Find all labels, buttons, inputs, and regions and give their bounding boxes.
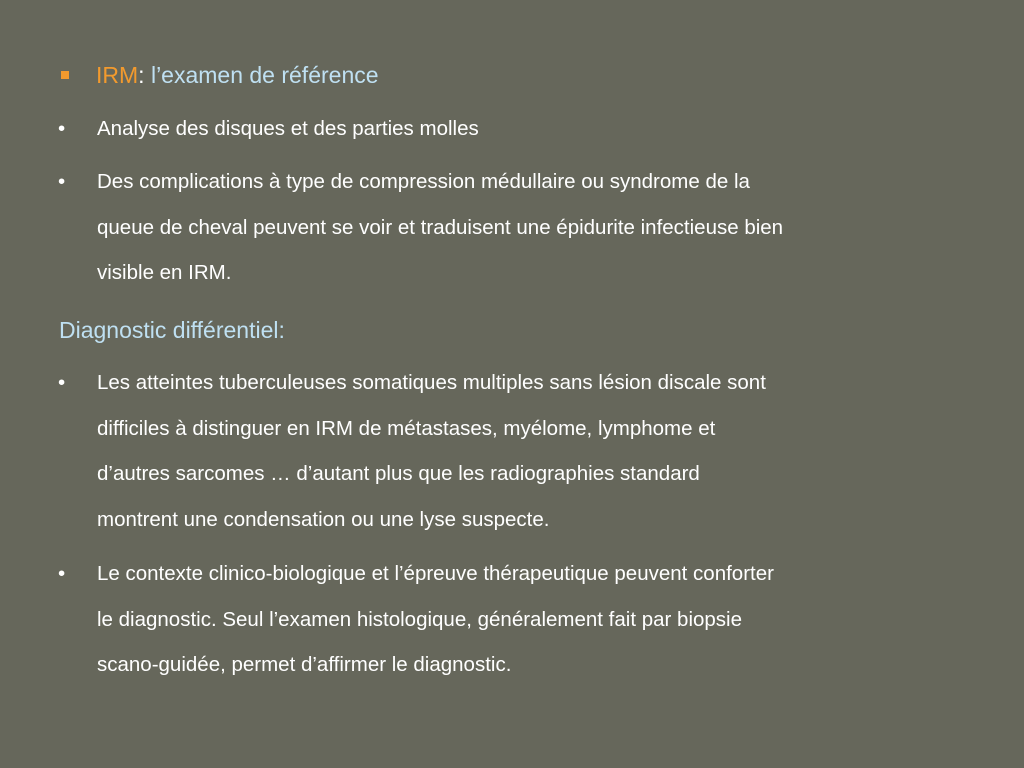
bullet-text (97, 551, 967, 688)
bullet-line: montrent une condensation ou une lyse suspecte. (97, 507, 550, 531)
bullet-line: queue de cheval peuvent se voir et traduisent une épidurite infectieuse bien (97, 215, 784, 239)
bullet-text (97, 106, 967, 152)
section-title: Diagnostic différentiel: (59, 317, 285, 343)
bullet-line: d’autres sarcomes … d’autant plus que les radiographies standard (97, 462, 700, 485)
bullet-line: visible en IRM. (97, 261, 232, 284)
bullet-text (97, 159, 967, 296)
bullet-marker: • (58, 371, 66, 394)
heading-text (96, 60, 379, 90)
bullet-line: Le contexte clinico-biologique et l’épreuve thérapeutique peuvent conforter (97, 562, 774, 585)
bullet-line: Analyse des disques et des parties molles (97, 117, 479, 140)
bullet-line: le diagnostic. Seul l’examen histologique, généralement fait par biopsie (97, 607, 743, 631)
bullet-line: Les atteintes tuberculeuses somatiques multiples sans lésion discale sont (97, 371, 766, 394)
bullet-marker: • (58, 117, 66, 140)
bullet-text (97, 360, 967, 542)
bullet-line: Des complications à type de compression médullaire ou syndrome de la (97, 170, 750, 193)
square-bullet-icon (61, 71, 69, 79)
heading-irm: IRM (96, 62, 139, 88)
bullet-marker: • (58, 562, 66, 585)
heading-subtitle: l’examen de référence (144, 62, 379, 88)
bullet-line: difficiles à distinguer en IRM de métastases, myélome, lymphome et (97, 416, 716, 440)
heading-colon: : (138, 62, 145, 88)
bullet-line: scano-guidée, permet d’affirmer le diagnostic. (97, 653, 512, 676)
bullet-marker: • (58, 170, 66, 193)
